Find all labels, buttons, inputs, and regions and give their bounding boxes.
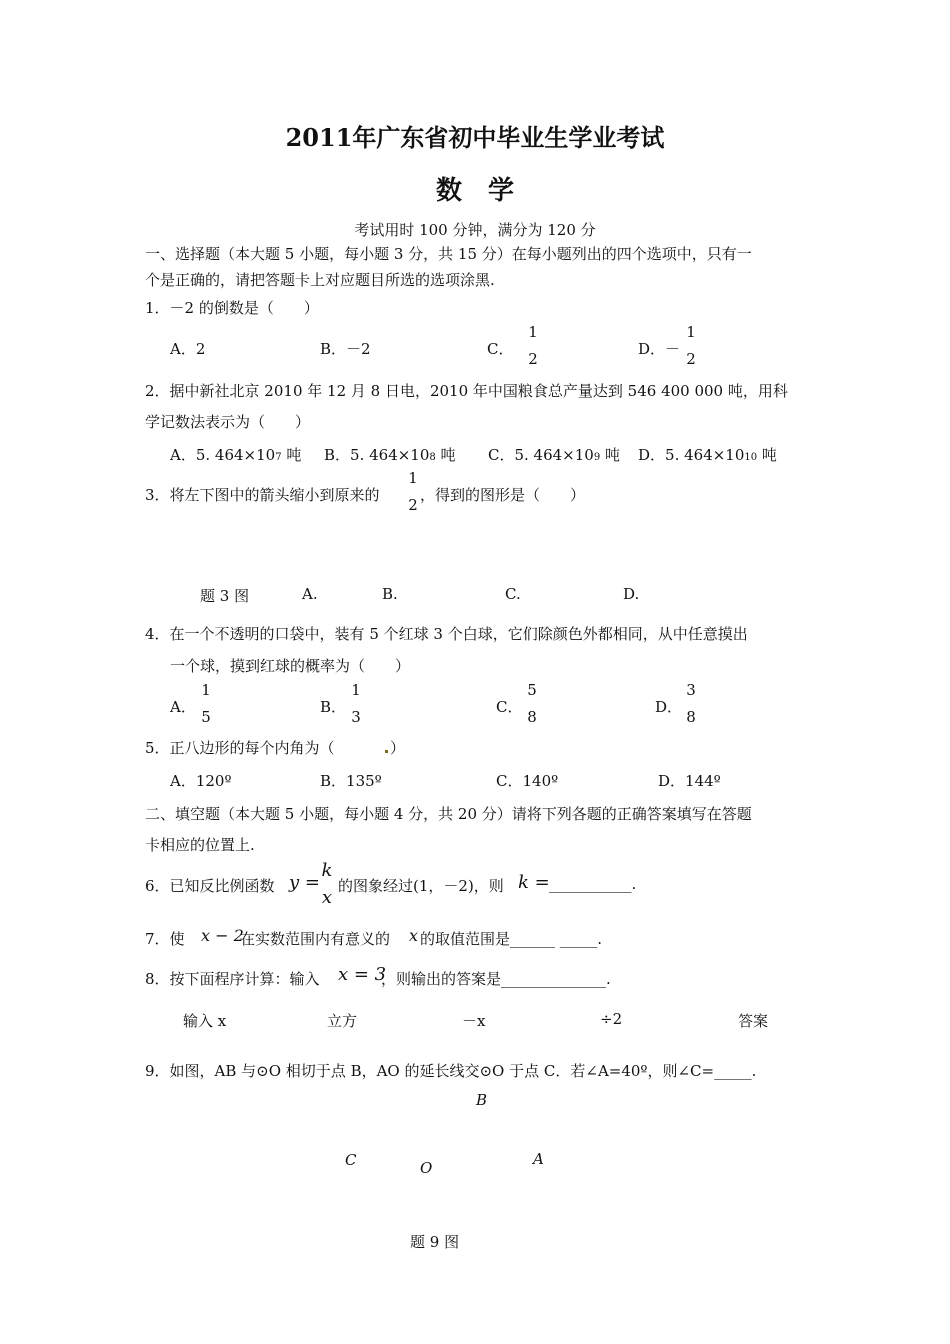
q5-option-a: A．120º <box>170 772 232 790</box>
q7-stem-before: 7．使 <box>145 930 185 948</box>
q7-stem-after: 的取值范围是______ _____. <box>420 930 603 948</box>
q6-answer-blank: ___________. <box>549 875 637 893</box>
q2-option-c: C．5. 464×109 吨 <box>488 446 620 464</box>
q9-point-b: B <box>476 1091 488 1109</box>
q5-option-b: B．135º <box>320 772 382 790</box>
q4-option-c-label: C． <box>496 698 523 716</box>
stray-dot-mark <box>385 750 388 753</box>
q4-option-c-numerator: 5 <box>527 681 537 699</box>
q4-option-b-denominator: 3 <box>351 708 361 726</box>
q1-option-c-denominator: 2 <box>528 350 538 368</box>
q8-flow-answer: 答案 <box>738 1012 769 1030</box>
q3-option-b: B. <box>382 585 398 603</box>
q2-option-b: B．5. 464×108 吨 <box>324 446 456 464</box>
q7-expression: x − 2 <box>201 926 244 945</box>
q4-option-d-numerator: 3 <box>686 681 696 699</box>
q8-flow-minus-x: －x <box>462 1012 486 1030</box>
q1-option-a: A．2 <box>170 340 206 358</box>
q6-stem-mid: 的图象经过(1，－2)，则 <box>338 877 504 895</box>
q2-stem-line2: 学记数法表示为（ ） <box>145 413 311 431</box>
section1-instructions-line1: 一、选择题（本大题 5 小题，每小题 3 分，共 15 分）在每小题列出的四个选项中，只有一 <box>145 245 752 263</box>
q1-option-d-denominator: 2 <box>686 350 696 368</box>
q1-stem: 1．－2 的倒数是（ ） <box>145 299 319 317</box>
q4-option-d-label: D． <box>655 698 683 716</box>
q3-stem-after: ，得到的图形是（ ） <box>420 486 586 504</box>
q5-stem-before: 5．正八边形的每个内角为（ <box>145 739 335 757</box>
q1-option-d-numerator: 1 <box>686 323 696 341</box>
q3-figure-label: 题 3 图 <box>200 587 250 605</box>
q6-stem-before: 6．已知反比例函数 <box>145 877 275 895</box>
q3-option-c: C. <box>505 585 521 603</box>
section2-instructions-line2: 卡相应的位置上. <box>145 836 255 854</box>
q3-option-d: D. <box>623 585 640 603</box>
q4-option-b-label: B． <box>320 698 347 716</box>
q6-frac-denominator: x <box>321 887 333 908</box>
q3-stem-before: 3．将左下图中的箭头缩小到原来的 <box>145 486 380 504</box>
q1-option-c-label: C． <box>487 340 514 358</box>
q3-frac-numerator: 1 <box>408 469 418 487</box>
q4-stem-line2: 一个球，摸到红球的概率为（ ） <box>170 657 411 675</box>
q4-option-a-denominator: 5 <box>201 708 211 726</box>
q7-stem-mid: 在实数范围内有意义的 <box>240 930 391 948</box>
q4-option-a-numerator: 1 <box>201 681 211 699</box>
q8-flow-divide-two: ÷2 <box>600 1010 623 1028</box>
q1-option-c-numerator: 1 <box>528 323 538 341</box>
exam-info: 考试用时 100 分钟，满分为 120 分 <box>354 221 596 239</box>
q5-option-d: D．144º <box>658 772 721 790</box>
exam-title: 2011年广东省初中毕业生学业考试 <box>285 123 665 152</box>
q2-option-d: D．5. 464×1010 吨 <box>638 446 777 464</box>
q8-flow-input: 输入 x <box>183 1012 227 1030</box>
q8-expression: x = 3 <box>338 964 387 985</box>
q9-figure-label: 题 9 图 <box>410 1233 460 1251</box>
q2-option-a: A．5. 464×107 吨 <box>170 446 302 464</box>
q3-option-a: A. <box>302 585 318 603</box>
section1-instructions-line2: 个是正确的，请把答题卡上对应题目所选的选项涂黑. <box>145 271 495 289</box>
q5-stem-after: ） <box>390 739 406 757</box>
q4-option-d-denominator: 8 <box>686 708 696 726</box>
subject-title: 数 学 <box>435 176 514 206</box>
q9-point-a: A <box>533 1150 544 1168</box>
q6-y-equals: y = <box>289 872 320 893</box>
q4-option-c-denominator: 8 <box>527 708 537 726</box>
q1-option-d-label: D．－ <box>638 340 681 358</box>
q6-frac-numerator: k <box>321 860 333 881</box>
q9-point-c: C <box>345 1151 357 1169</box>
q4-option-a-label: A． <box>170 698 196 716</box>
q9-stem: 9．如图，AB 与⊙O 相切于点 B，AO 的延长线交⊙O 于点 C．若∠A=40º，则∠C=_____. <box>145 1062 757 1080</box>
q9-point-o: O <box>420 1159 433 1177</box>
q7-variable: x <box>409 926 419 945</box>
q4-stem-line1: 4．在一个不透明的口袋中，装有 5 个红球 3 个白球，它们除颜色外都相同，从中任意摸出 <box>145 625 748 643</box>
q3-frac-denominator: 2 <box>408 496 418 514</box>
q8-stem-after: ，则输出的答案是______________. <box>381 970 611 988</box>
q8-stem-before: 8．按下面程序计算：输入 <box>145 970 320 988</box>
q6-k-equals: k = <box>518 872 550 893</box>
q2-stem-line1: 2．据中新社北京 2010 年 12 月 8 日电，2010 年中国粮食总产量达到 546 400 000 吨，用科 <box>145 382 788 400</box>
q4-option-b-numerator: 1 <box>351 681 361 699</box>
q8-flow-cube: 立方 <box>327 1012 358 1030</box>
q1-option-b: B．－2 <box>320 340 371 358</box>
section2-instructions-line1: 二、填空题（本大题 5 小题，每小题 4 分，共 20 分）请将下列各题的正确答案填写在答题 <box>145 805 752 823</box>
q5-option-c: C．140º <box>496 772 559 790</box>
